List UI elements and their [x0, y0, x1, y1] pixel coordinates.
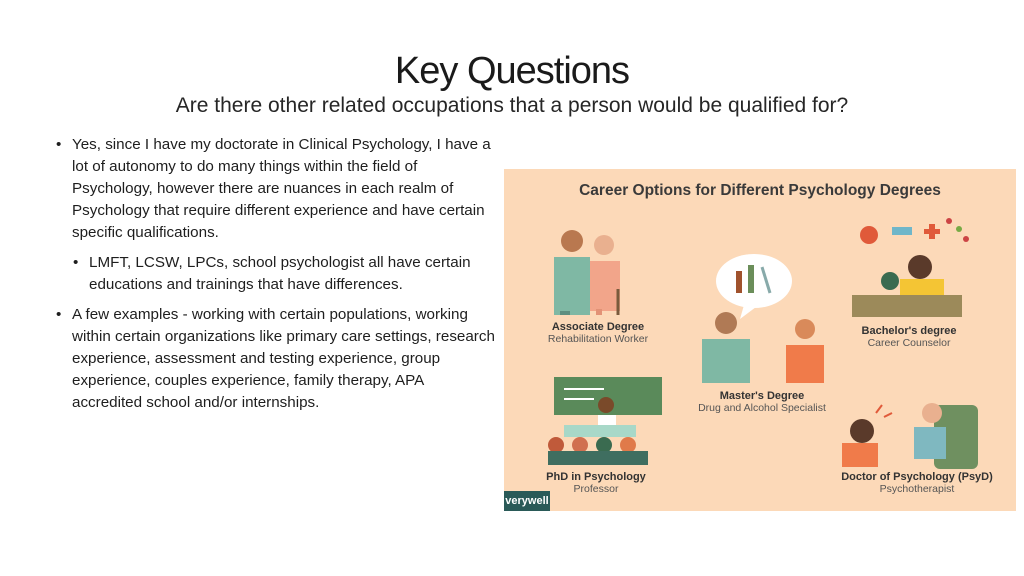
psychotherapist-illustration: [842, 403, 978, 469]
degree-label: Doctor of Psychology (PsyD): [841, 471, 993, 483]
bullet-item: • Yes, since I have my doctorate in Clinical Psychology, I have a lot of autonomy to do many things within the field of Psychology, however there are nuances in each realm of Psychology that require different experience and have certain specific qualifications.: [56, 134, 496, 244]
career-label: Psychotherapist: [879, 483, 955, 495]
career-label: Drug and Alcohol Specialist: [698, 402, 826, 414]
verywell-logo: verywell: [504, 491, 550, 511]
sub-bullet-item: • LMFT, LCSW, LPCs, school psychologist all have certain educations and trainings that have differences.: [73, 252, 496, 296]
career-label: Rehabilitation Worker: [547, 333, 649, 345]
bullet-item: • A few examples - working with certain populations, working within certain organizations like primary care settings, research experience, assessment and testing experience, group experience, couples experience, family therapy, APA accredited school and/or internships.: [56, 304, 496, 414]
slide-subtitle: Are there other related occupations that a person would be qualified for?: [175, 94, 849, 117]
rehabilitation-worker-illustration: [554, 230, 620, 315]
career-label: Career Counselor: [867, 337, 951, 349]
bullet-list: [56, 134, 496, 422]
degree-caption: [682, 390, 842, 414]
degree-label: Master's Degree: [719, 390, 805, 402]
slide-title: Key Questions: [394, 50, 630, 92]
degree-label: Bachelor's degree: [861, 325, 957, 337]
degree-caption: [822, 471, 1012, 495]
professor-illustration: [548, 377, 662, 465]
career-options-infographic: [504, 169, 1016, 511]
degree-label: Associate Degree: [551, 321, 645, 333]
career-label: Professor: [573, 483, 619, 495]
drug-alcohol-specialist-illustration: [702, 254, 824, 383]
degree-label: PhD in Psychology: [546, 471, 646, 483]
degree-caption: [844, 325, 974, 349]
degree-caption: [528, 321, 668, 345]
infographic-title: Career Options for Different Psychology Degrees: [579, 182, 941, 199]
career-counselor-illustration: [852, 218, 969, 317]
